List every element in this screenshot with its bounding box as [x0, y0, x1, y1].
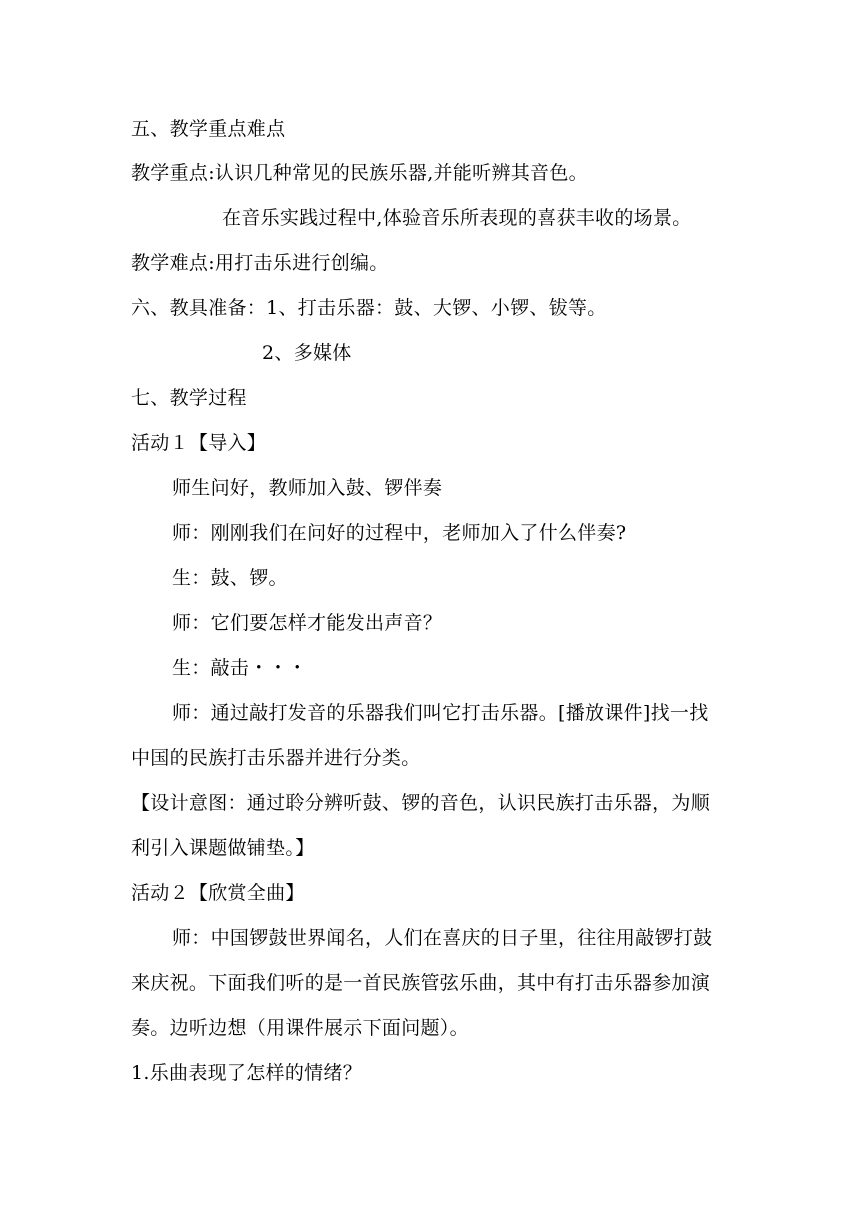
paragraph-line: 师：它们要怎样才能发出声音？: [172, 612, 443, 634]
teaching-difficulty-line: 教学难点:用打击乐进行创编。: [131, 252, 389, 274]
teaching-focus-line: 教学重点:认识几种常见的民族乐器,并能听辨其音色。: [131, 162, 588, 184]
section-heading-process: 七、教学过程: [131, 387, 247, 409]
paragraph-line: 师生问好，教师加入鼓、锣伴奏: [172, 477, 443, 499]
paragraph-line: 生：鼓、锣。: [172, 567, 288, 589]
activity-2-heading: 活动２【欣赏全曲】: [131, 882, 305, 904]
paragraph-line: 师：刚刚我们在问好的过程中，老师加入了什么伴奏?: [172, 522, 627, 544]
section-heading-materials: 六、教具准备：1、打击乐器：鼓、大锣、小锣、钹等。: [131, 297, 607, 319]
activity-1-heading: 活动１【导入】: [131, 432, 267, 454]
paragraph-line: 师：通过敲打发音的乐器我们叫它打击乐器。[播放课件]找一找: [172, 702, 709, 724]
materials-item-2: 2、多媒体: [262, 342, 352, 364]
paragraph-line: 师：中国锣鼓世界闻名，人们在喜庆的日子里，往往用敲锣打鼓: [172, 927, 713, 949]
paragraph-line: 来庆祝。下面我们听的是一首民族管弦乐曲，其中有打击乐器参加演: [131, 972, 711, 994]
paragraph-line: 生：敲击・・・: [172, 657, 308, 679]
paragraph-line: 中国的民族打击乐器并进行分类。: [131, 747, 421, 769]
question-1: 1.乐曲表现了怎样的情绪？: [131, 1062, 363, 1084]
section-heading-key-points: 五、教学重点难点: [131, 118, 286, 140]
design-intent-line: 利引入课题做铺垫。】: [131, 837, 315, 859]
design-intent-line: 【设计意图：通过聆分辨听鼓、锣的音色，认识民族打击乐器，为顺: [131, 792, 711, 814]
paragraph-line: 奏。边听边想（用课件展示下面问题）。: [131, 1017, 469, 1039]
teaching-focus-continued: 在音乐实践过程中,体验音乐所表现的喜获丰收的场景。: [222, 207, 692, 229]
